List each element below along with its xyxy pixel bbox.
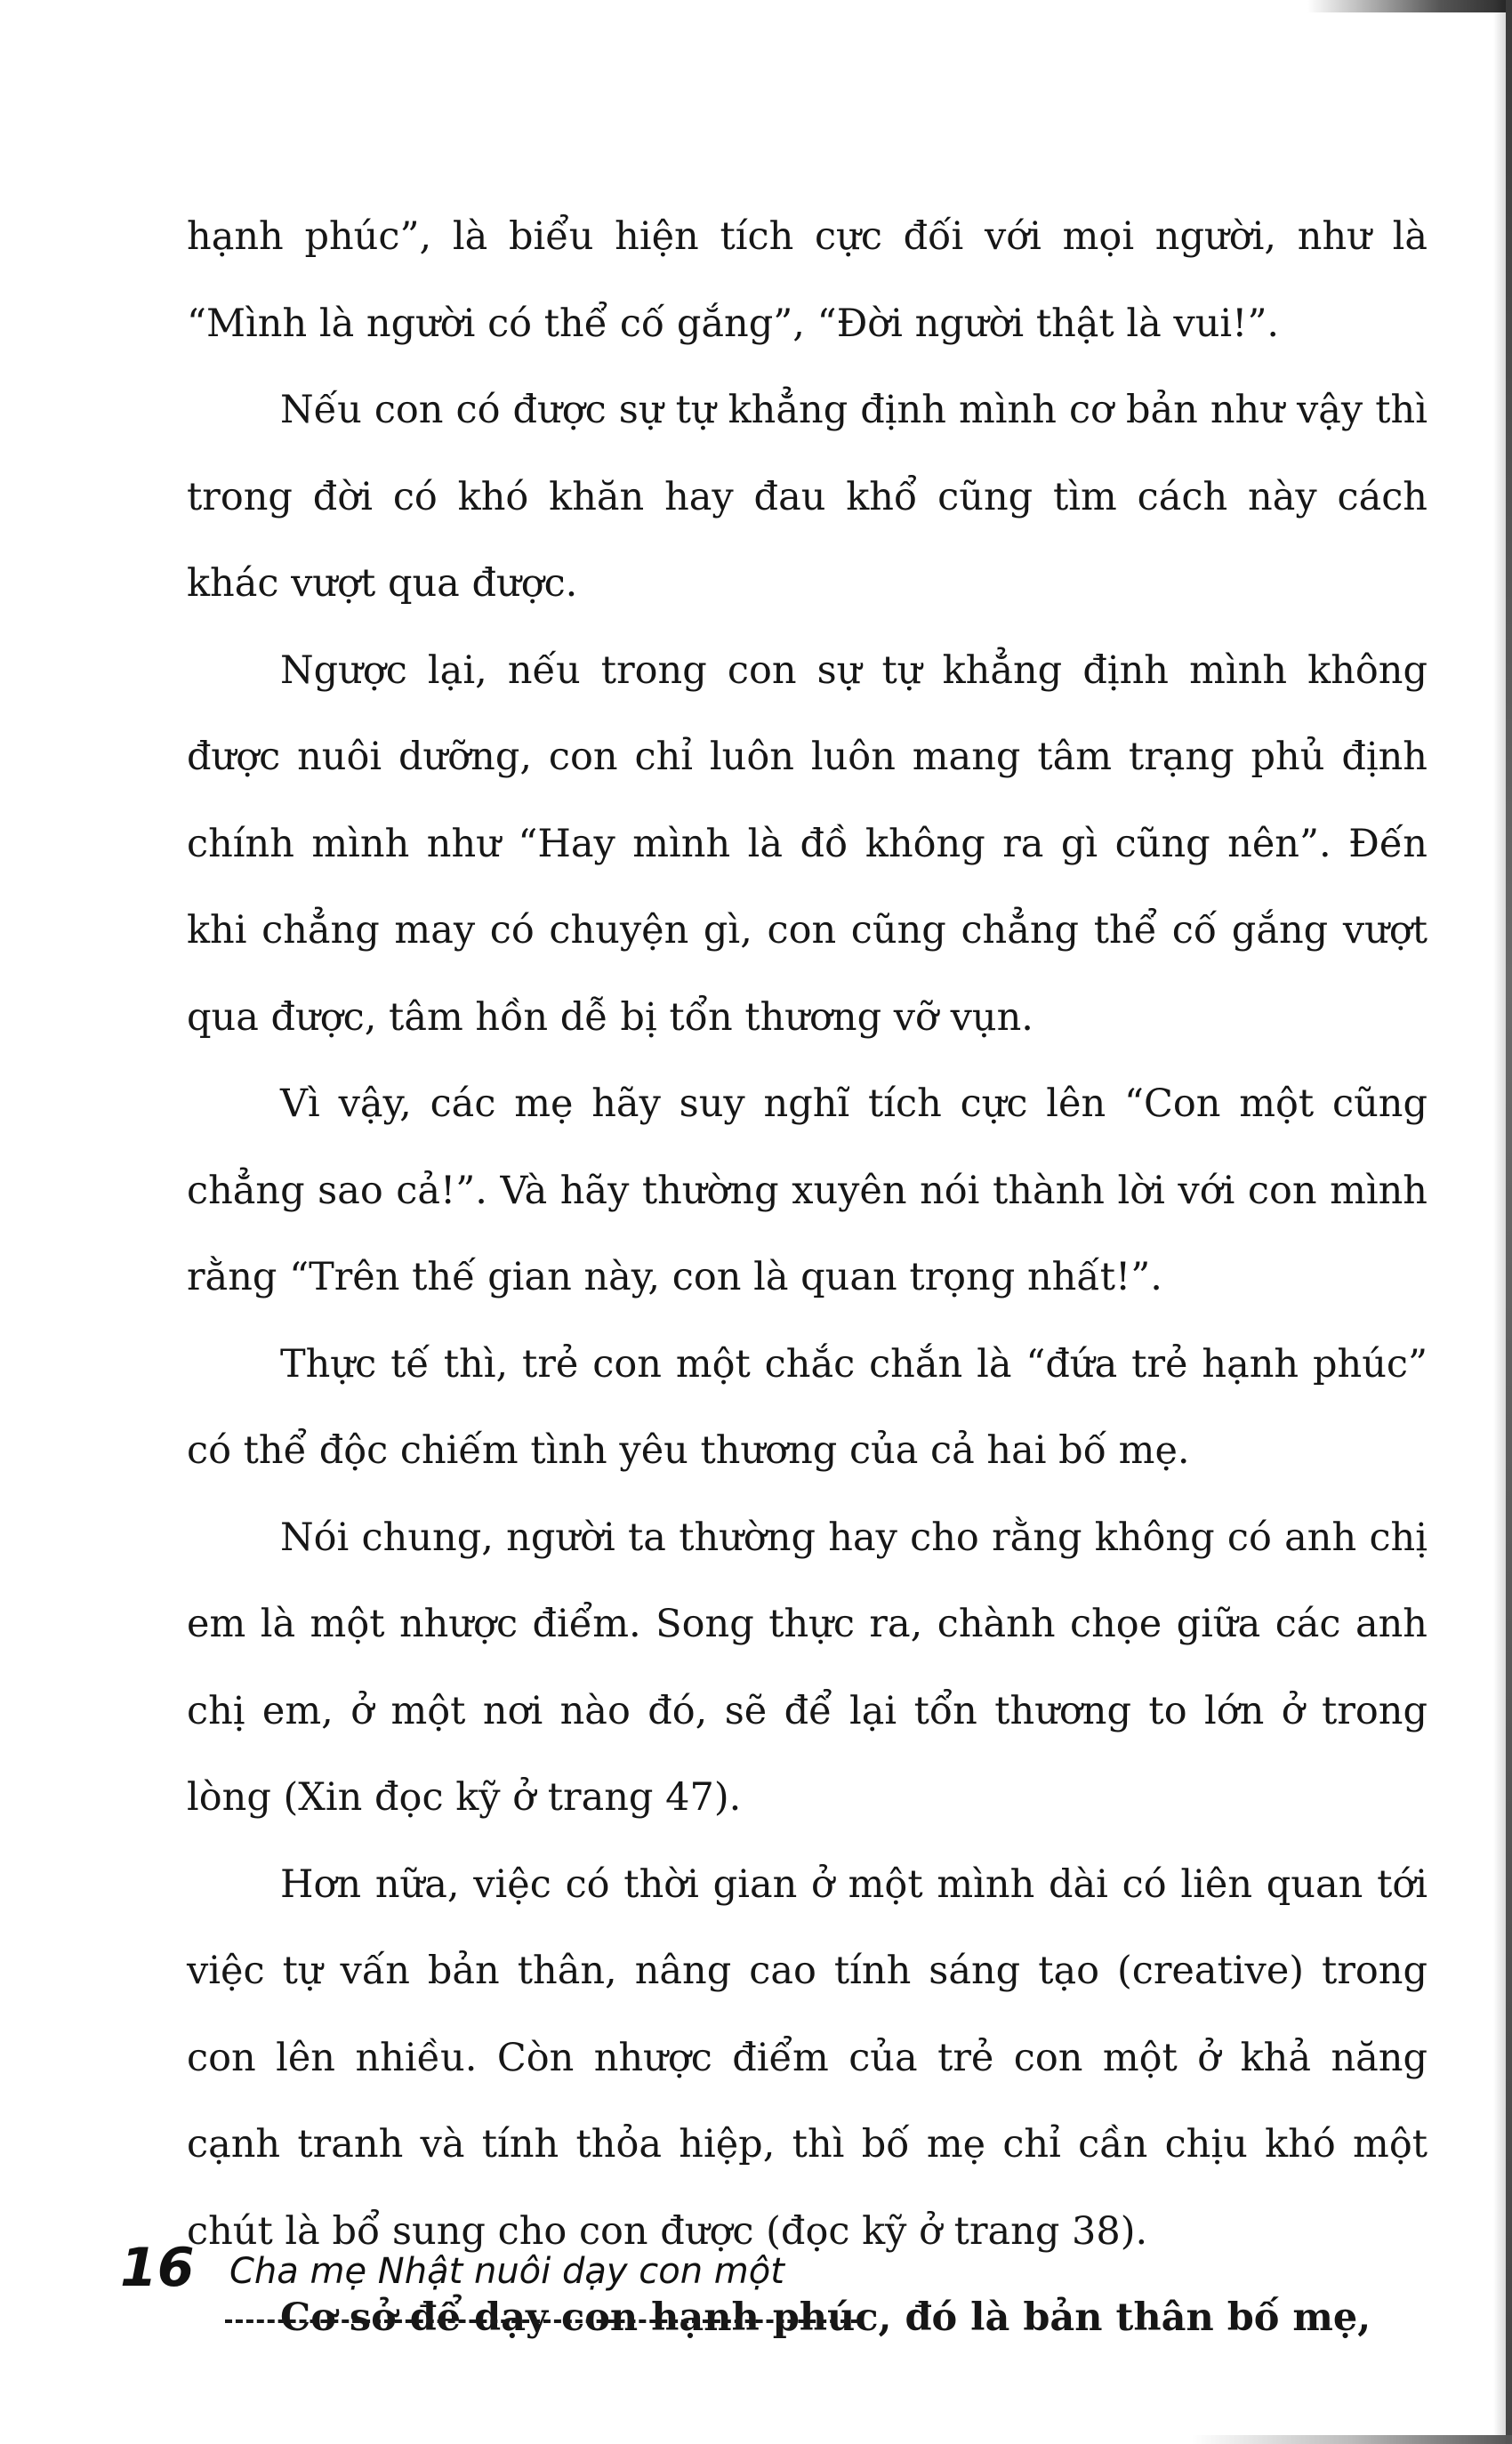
dashed-rule: [225, 2319, 858, 2323]
paragraph-4: Vì vậy, các mẹ hãy suy nghĩ tích cực lên “Con một cũng chẳng sao cả!”. Và hãy thường xuyên nói thành lời với con mình rằng “Trên thế gian này, con là quan trọng nhất!”.: [187, 1081, 1428, 1299]
scan-edge-right: [1506, 0, 1512, 2444]
scan-edge-bottom: [1192, 2435, 1512, 2444]
scan-edge-top: [1307, 0, 1512, 12]
page-number: 16: [120, 2237, 195, 2299]
paragraph-2: Nếu con có được sự tự khẳng định mình cơ bản như vậy thì trong đời có khó khăn hay đau khổ cũng tìm cách này cách khác vượt qua được.: [187, 388, 1428, 606]
body-text: [187, 194, 1428, 2362]
paragraph-8-bold: Cơ sở để dạy con hạnh phúc, đó là bản thân bố mẹ,: [280, 2295, 1371, 2340]
running-title: Cha mẹ Nhật nuôi dạy con một: [229, 2251, 784, 2292]
scan-edge-shadow: [1493, 0, 1506, 2444]
page-footer: [120, 2237, 921, 2335]
paragraph-6: Nói chung, người ta thường hay cho rằng không có anh chị em là một nhược điểm. Song thực ra, chành chọe giữa các anh chị em, ở một nơi nào đó, sẽ để lại tổn thương to lớn ở trong lòng (Xin đọc kỹ ở trang 47).: [187, 1515, 1428, 1820]
paragraph-5: Thực tế thì, trẻ con một chắc chắn là “đứa trẻ hạnh phúc” có thể độc chiếm tình yêu thương của cả hai bố mẹ.: [187, 1341, 1428, 1473]
paragraph-1: hạnh phúc”, là biểu hiện tích cực đối với mọi người, như là “Mình là người có thể cố gắng”, “Đời người thật là vui!”.: [187, 214, 1428, 346]
paragraph-3: Ngược lại, nếu trong con sự tự khẳng định mình không được nuôi dưỡng, con chỉ luôn luôn mang tâm trạng phủ định chính mình như “Hay mình là đồ không ra gì cũng nên”. Đến khi chẳng may có chuyện gì, con cũng chẳng thể cố gắng vượt qua được, tâm hồn dễ bị tổn thương vỡ vụn.: [187, 647, 1428, 1040]
paragraph-7: Hơn nữa, việc có thời gian ở một mình dài có liên quan tới việc tự vấn bản thân, nâng cao tính sáng tạo (creative) trong con lên nhiều. Còn nhược điểm của trẻ con một ở khả năng cạnh tranh và tính thỏa hiệp, thì bố mẹ chỉ cần chịu khó một chút là bổ sung cho con được (đọc kỹ ở trang 38).: [187, 1861, 1428, 2254]
